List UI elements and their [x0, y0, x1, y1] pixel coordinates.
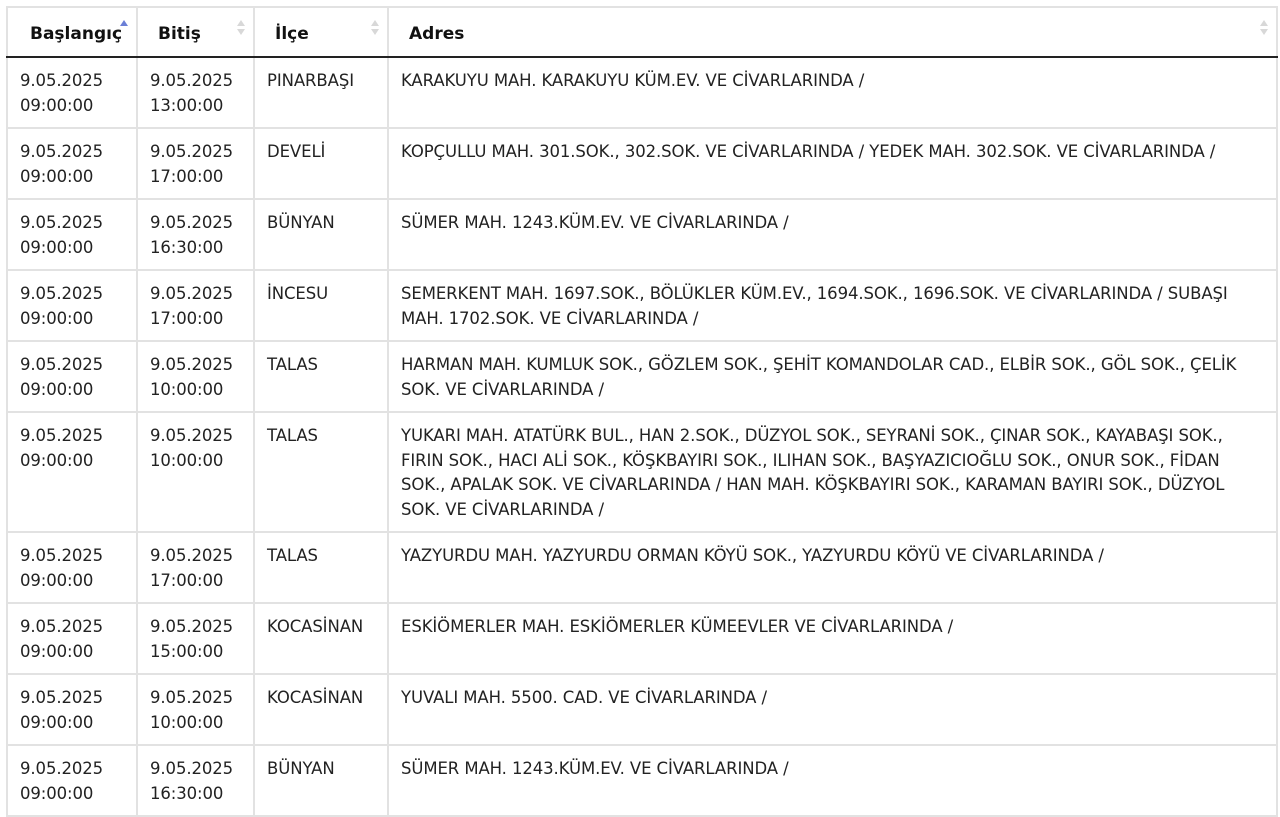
cell-bitis	[137, 128, 254, 199]
table-row	[7, 603, 1277, 674]
sort-ascending-icon	[119, 20, 128, 42]
cell-adres: SÜMER MAH. 1243.KÜM.EV. VE CİVARLARINDA /	[388, 199, 1277, 270]
start-time: 09:00:00	[20, 379, 94, 399]
cell-ilce: TALAS	[254, 412, 388, 532]
cell-baslangic	[7, 128, 137, 199]
cell-bitis	[137, 412, 254, 532]
start-date: 9.05.2025	[20, 617, 104, 636]
start-date: 9.05.2025	[20, 426, 104, 445]
end-date: 9.05.2025	[150, 688, 234, 707]
end-date: 9.05.2025	[150, 71, 234, 90]
start-time: 09:00:00	[20, 783, 94, 803]
cell-adres: HARMAN MAH. KUMLUK SOK., GÖZLEM SOK., ŞEHİT KOMANDOLAR CAD., ELBİR SOK., GÖL SOK., ÇELİK SOK. VE CİVARLARINDA /	[388, 341, 1277, 412]
cell-adres: YUKARI MAH. ATATÜRK BUL., HAN 2.SOK., DÜZYOL SOK., SEYRANİ SOK., ÇINAR SOK., KAYABAŞI SOK., FIRIN SOK., HACI ALİ SOK., KÖŞKBAYIRI SOK., ILIHAN SOK., BAŞYAZICIOĞLU SOK., ONUR SOK., FİDAN SOK., APALAK SOK. VE CİVARLARINDA / HAN MAH. KÖŞKBAYIRI SOK., KARAMAN BAYIRI SOK., DÜZYOL SOK. VE CİVARLARINDA /	[388, 412, 1277, 532]
start-date: 9.05.2025	[20, 546, 104, 565]
cell-adres: ESKİÖMERLER MAH. ESKİÖMERLER KÜMEEVLER VE CİVARLARINDA /	[388, 603, 1277, 674]
end-time: 13:00:00	[150, 95, 224, 115]
column-header-adres[interactable]	[388, 7, 1277, 57]
end-date: 9.05.2025	[150, 142, 234, 161]
cell-baslangic	[7, 412, 137, 532]
cell-bitis	[137, 532, 254, 603]
end-date: 9.05.2025	[150, 355, 234, 374]
end-time: 17:00:00	[150, 570, 224, 590]
end-date: 9.05.2025	[150, 284, 234, 303]
sort-icon	[1259, 20, 1268, 42]
cell-ilce: İNCESU	[254, 270, 388, 341]
cell-bitis	[137, 674, 254, 745]
start-date: 9.05.2025	[20, 71, 104, 90]
sort-icon	[236, 20, 245, 42]
column-header-label: İlçe	[275, 24, 309, 44]
cell-baslangic	[7, 745, 137, 816]
end-time: 10:00:00	[150, 379, 224, 399]
column-header-label: Adres	[409, 24, 465, 44]
table-row	[7, 745, 1277, 816]
cell-adres: YUVALI MAH. 5500. CAD. VE CİVARLARINDA /	[388, 674, 1277, 745]
cell-ilce: BÜNYAN	[254, 745, 388, 816]
column-header-baslangic[interactable]	[7, 7, 137, 57]
cell-bitis	[137, 270, 254, 341]
cell-bitis	[137, 57, 254, 128]
start-time: 09:00:00	[20, 95, 94, 115]
cell-baslangic	[7, 199, 137, 270]
header-row	[7, 7, 1277, 57]
end-time: 16:30:00	[150, 783, 224, 803]
end-date: 9.05.2025	[150, 617, 234, 636]
outage-table	[6, 6, 1278, 817]
start-time: 09:00:00	[20, 570, 94, 590]
cell-ilce: KOCASİNAN	[254, 674, 388, 745]
start-date: 9.05.2025	[20, 213, 104, 232]
end-time: 10:00:00	[150, 450, 224, 470]
cell-ilce: KOCASİNAN	[254, 603, 388, 674]
cell-adres: SEMERKENT MAH. 1697.SOK., BÖLÜKLER KÜM.EV., 1694.SOK., 1696.SOK. VE CİVARLARINDA / SUBAŞI MAH. 1702.SOK. VE CİVARLARINDA /	[388, 270, 1277, 341]
cell-baslangic	[7, 270, 137, 341]
cell-adres: YAZYURDU MAH. YAZYURDU ORMAN KÖYÜ SOK., YAZYURDU KÖYÜ VE CİVARLARINDA /	[388, 532, 1277, 603]
cell-baslangic	[7, 674, 137, 745]
cell-adres: KOPÇULLU MAH. 301.SOK., 302.SOK. VE CİVARLARINDA / YEDEK MAH. 302.SOK. VE CİVARLARINDA /	[388, 128, 1277, 199]
table-row	[7, 270, 1277, 341]
sort-icon	[370, 20, 379, 42]
end-date: 9.05.2025	[150, 426, 234, 445]
start-date: 9.05.2025	[20, 284, 104, 303]
start-date: 9.05.2025	[20, 759, 104, 778]
outage-table-container	[6, 6, 1276, 817]
cell-baslangic	[7, 341, 137, 412]
table-body	[7, 57, 1277, 816]
table-row	[7, 532, 1277, 603]
column-header-bitis[interactable]	[137, 7, 254, 57]
table-row	[7, 674, 1277, 745]
table-row	[7, 341, 1277, 412]
end-date: 9.05.2025	[150, 546, 234, 565]
column-header-ilce[interactable]	[254, 7, 388, 57]
start-time: 09:00:00	[20, 712, 94, 732]
start-time: 09:00:00	[20, 450, 94, 470]
table-header	[7, 7, 1277, 57]
cell-adres: SÜMER MAH. 1243.KÜM.EV. VE CİVARLARINDA /	[388, 745, 1277, 816]
cell-ilce: TALAS	[254, 341, 388, 412]
cell-bitis	[137, 341, 254, 412]
start-date: 9.05.2025	[20, 142, 104, 161]
table-row	[7, 199, 1277, 270]
cell-baslangic	[7, 57, 137, 128]
cell-baslangic	[7, 532, 137, 603]
column-header-label: Bitiş	[158, 24, 201, 44]
start-date: 9.05.2025	[20, 688, 104, 707]
cell-ilce: TALAS	[254, 532, 388, 603]
end-time: 10:00:00	[150, 712, 224, 732]
end-date: 9.05.2025	[150, 213, 234, 232]
cell-ilce: PINARBAŞI	[254, 57, 388, 128]
cell-baslangic	[7, 603, 137, 674]
start-time: 09:00:00	[20, 641, 94, 661]
cell-bitis	[137, 199, 254, 270]
cell-bitis	[137, 745, 254, 816]
start-time: 09:00:00	[20, 237, 94, 257]
end-time: 17:00:00	[150, 166, 224, 186]
start-time: 09:00:00	[20, 308, 94, 328]
column-header-label: Başlangıç	[30, 24, 123, 44]
table-row	[7, 128, 1277, 199]
cell-ilce: BÜNYAN	[254, 199, 388, 270]
end-time: 15:00:00	[150, 641, 224, 661]
end-date: 9.05.2025	[150, 759, 234, 778]
cell-bitis	[137, 603, 254, 674]
start-date: 9.05.2025	[20, 355, 104, 374]
table-row	[7, 57, 1277, 128]
end-time: 16:30:00	[150, 237, 224, 257]
cell-ilce: DEVELİ	[254, 128, 388, 199]
end-time: 17:00:00	[150, 308, 224, 328]
start-time: 09:00:00	[20, 166, 94, 186]
cell-adres: KARAKUYU MAH. KARAKUYU KÜM.EV. VE CİVARLARINDA /	[388, 57, 1277, 128]
table-row	[7, 412, 1277, 532]
